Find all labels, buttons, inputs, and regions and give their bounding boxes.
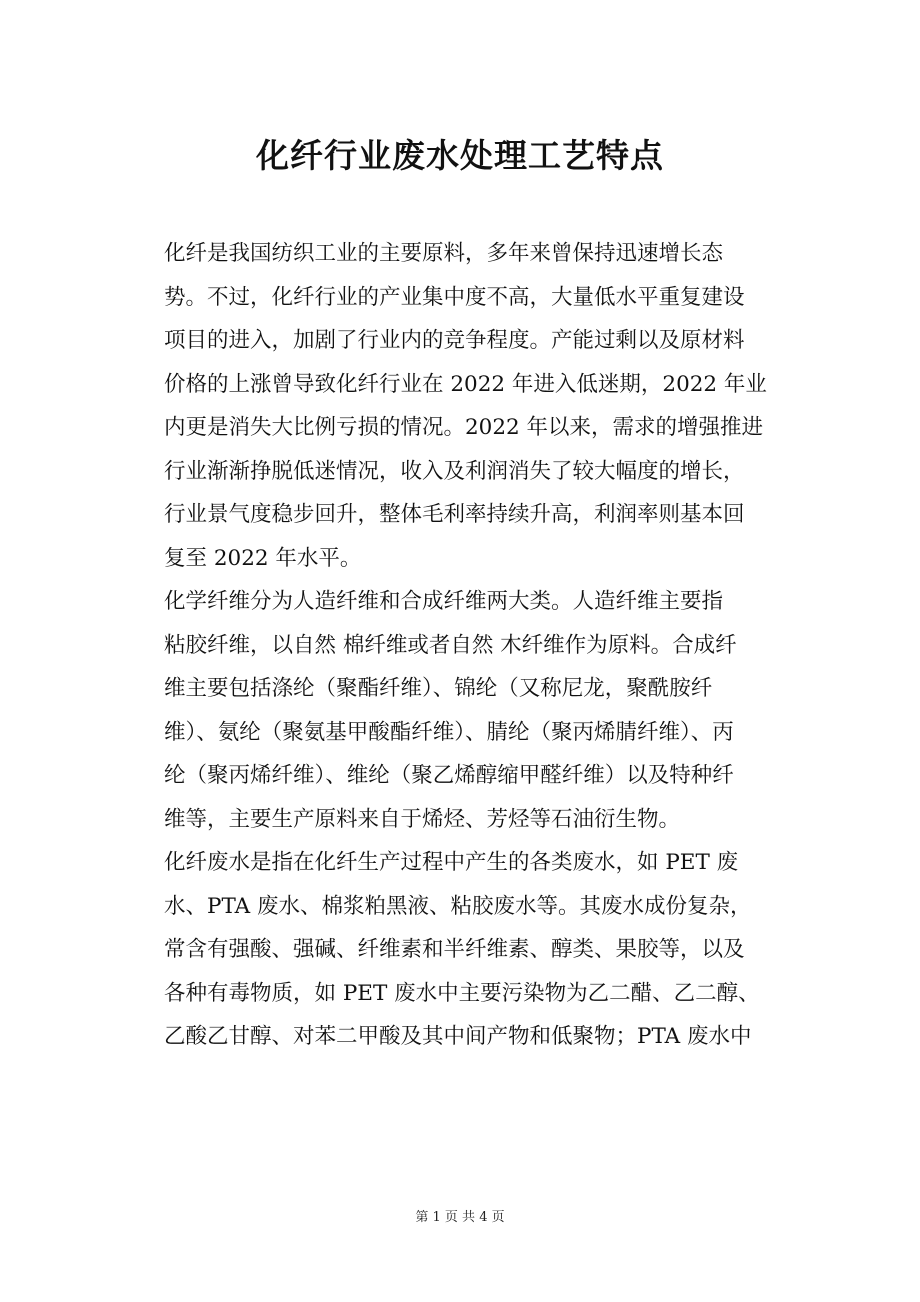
- body-line: 行业景气度稳步回升，整体毛利率持续升高，利润率则基本回: [164, 502, 745, 527]
- body-line: 维主要包括涤纶（聚酯纤维）、锦纶（又称尼龙，聚酰胺纤: [164, 676, 713, 701]
- body-line: 乙酸乙甘醇、对苯二甲酸及其中间产物和低聚物；PTA 废水中: [164, 1024, 752, 1049]
- body-line: 纶（聚丙烯纤维）、维纶（聚乙烯醇缩甲醛纤维）以及特种纤: [164, 763, 734, 788]
- body-line: 化纤是我国纺织工业的主要原料，多年来曾保持迅速增长态: [164, 241, 724, 266]
- body-line: 内更是消失大比例亏损的情况。2022 年以来，需求的增强推进: [164, 415, 764, 440]
- body-line: 水、PTA 废水、棉浆粕黑液、粘胶废水等。其废水成份复杂，: [164, 893, 752, 919]
- body-line: 维）、氨纶（聚氨基甲酸酯纤维）、腈纶（聚丙烯腈纤维）、丙: [164, 719, 734, 745]
- body-line: 常含有强酸、强碱、纤维素和半纤维素、醇类、果胶等，以及: [164, 937, 745, 962]
- document-body: [164, 232, 814, 1059]
- document-title: 化纤行业废水处理工艺特点: [256, 136, 664, 175]
- body-line: 势。不过，化纤行业的产业集中度不高，大量低水平重复建设: [164, 284, 745, 310]
- body-line: 行业渐渐挣脱低迷情况，收入及利润消失了较大幅度的增长，: [164, 458, 745, 484]
- body-line: 化纤废水是指在化纤生产过程中产生的各类废水，如 PET 废: [164, 850, 739, 875]
- body-line: 粘胶纤维，以自然 棉纤维或者自然 木纤维作为原料。合成纤: [164, 632, 737, 658]
- body-line: 化学纤维分为人造纤维和合成纤维两大类。人造纤维主要指: [164, 589, 724, 614]
- body-line: 项目的进入，加剧了行业内的竞争程度。产能过剩以及原材料: [164, 328, 745, 353]
- body-line: 复至 2022 年水平。: [164, 545, 362, 571]
- body-line: 维等，主要生产原料来自于烯烃、芳烃等石油衍生物。: [164, 806, 681, 832]
- body-line: 各种有毒物质，如 PET 废水中主要污染物为乙二醋、乙二醇、: [164, 980, 760, 1006]
- body-line: 价格的上涨曾导致化纤行业在 2022 年进入低迷期，2022 年业: [164, 371, 767, 397]
- page-footer: 第 1 页 共 4 页: [415, 1210, 505, 1225]
